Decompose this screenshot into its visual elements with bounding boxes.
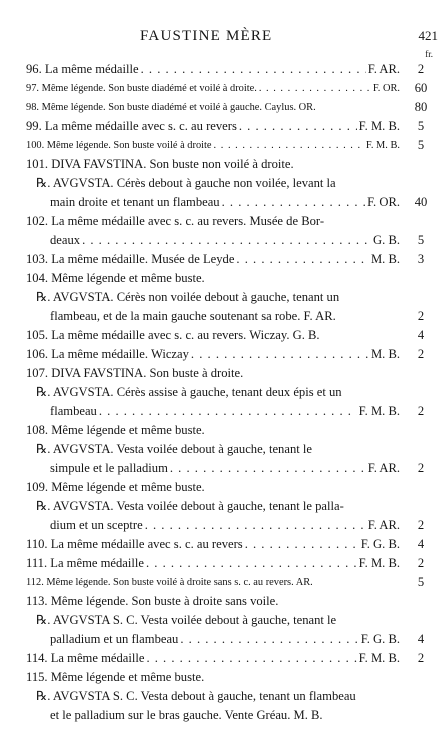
line-text bbox=[26, 136, 400, 155]
line-text bbox=[26, 364, 400, 383]
description-text: 112. Même légende. Son buste voilé à droite sans s. c. au revers. AR. bbox=[26, 577, 313, 588]
catalogue-entry bbox=[0, 60, 446, 79]
description-text: ℞. AVGVSTA. Vesta voilée debout à gauche, tenant le palla- bbox=[36, 499, 344, 513]
reverse-description bbox=[0, 497, 446, 535]
catalogue-entry bbox=[0, 649, 446, 668]
dot-leader bbox=[82, 231, 371, 250]
description-text: et le palladium sur le bras gauche. Vente Gréau. M. B. bbox=[50, 708, 323, 722]
catalogue-entry bbox=[0, 212, 446, 250]
description-text: 99. La même médaille avec s. c. au revers bbox=[26, 119, 237, 133]
reverse-description bbox=[0, 174, 446, 212]
entry-line bbox=[0, 402, 446, 421]
entry-line bbox=[0, 630, 446, 649]
entry-line bbox=[0, 231, 446, 250]
description-text: 102. La même médaille avec s. c. au revers. Musée de Bor- bbox=[26, 214, 325, 228]
description-text: 105. La même médaille avec s. c. au revers. Wiczay. G. B. bbox=[26, 328, 320, 342]
dot-leader bbox=[214, 136, 364, 155]
entry-line bbox=[0, 307, 446, 326]
metal-size-code: F. AR. bbox=[367, 62, 400, 76]
rarity-value: 2 bbox=[417, 556, 425, 570]
rarity-value: 4 bbox=[417, 328, 425, 342]
description-text: 113. Même légende. Son buste à droite sans voile. bbox=[26, 594, 279, 608]
catalogue-entry bbox=[0, 364, 446, 383]
rarity-value: 2 bbox=[417, 651, 425, 665]
line-text bbox=[26, 60, 400, 79]
line-text bbox=[26, 554, 400, 573]
rarity-value: 60 bbox=[414, 81, 428, 95]
description-text: 97. Même légende. Son buste diadémé et voilé à droite. bbox=[26, 83, 257, 94]
description-text: ℞. AVGVSTA. Vesta voilée debout à gauche, tenant le bbox=[36, 442, 312, 456]
catalogue-entry bbox=[0, 98, 446, 117]
catalogue-entry bbox=[0, 573, 446, 592]
catalogue-entry bbox=[0, 421, 446, 440]
dot-leader bbox=[236, 250, 369, 269]
line-text bbox=[50, 402, 400, 421]
dot-leader bbox=[145, 516, 366, 535]
page-number: 421 bbox=[418, 28, 438, 43]
metal-size-code: M. B. bbox=[370, 347, 400, 361]
dot-leader bbox=[222, 193, 365, 212]
rarity-value: 40 bbox=[414, 195, 428, 209]
rarity-value: 4 bbox=[417, 632, 425, 646]
metal-size-code: M. B. bbox=[370, 252, 400, 266]
description-text: 96. La même médaille bbox=[26, 62, 139, 76]
entry-line bbox=[0, 668, 446, 687]
page-header bbox=[0, 28, 446, 46]
rarity-value: 5 bbox=[417, 575, 425, 589]
running-title: FAUSTINE MÈRE bbox=[140, 28, 273, 44]
catalogue-entry bbox=[0, 554, 446, 573]
dot-leader bbox=[170, 459, 366, 478]
description-text: 103. La même médaille. Musée de Leyde bbox=[26, 252, 235, 266]
rarity-value: 2 bbox=[417, 62, 425, 76]
catalogue-entry bbox=[0, 326, 446, 345]
line-text bbox=[26, 98, 400, 117]
description-text: simpule et le palladium bbox=[50, 461, 168, 475]
line-text bbox=[26, 668, 400, 687]
catalogue-entry bbox=[0, 250, 446, 269]
description-text: 108. Même légende et même buste. bbox=[26, 423, 205, 437]
entry-line bbox=[0, 497, 446, 516]
description-text: 115. Même légende et même buste. bbox=[26, 670, 205, 684]
entry-line bbox=[0, 611, 446, 630]
description-text: 101. DIVA FAVSTINA. Son buste non voilé à droite. bbox=[26, 157, 294, 171]
description-text: deaux bbox=[50, 233, 81, 247]
line-text bbox=[26, 155, 400, 174]
description-text: ℞. AVGVSTA S. C. Vesta voilée debout à gauche, tenant le bbox=[36, 613, 337, 627]
line-text bbox=[36, 174, 400, 193]
entry-line bbox=[0, 592, 446, 611]
rarity-value: 2 bbox=[417, 347, 425, 361]
catalogue-entry bbox=[0, 668, 446, 687]
description-text: ℞. AVGVSTA. Cérès assise à gauche, tenant deux épis et un bbox=[36, 385, 342, 399]
metal-size-code: F. OR. bbox=[372, 83, 400, 94]
description-text: main droite et tenant un flambeau bbox=[50, 195, 220, 209]
dot-leader bbox=[146, 649, 356, 668]
line-text bbox=[26, 649, 400, 668]
entry-line bbox=[0, 421, 446, 440]
line-text bbox=[50, 193, 400, 212]
metal-size-code: G. B. bbox=[373, 233, 400, 247]
description-text: 109. Même légende et même buste. bbox=[26, 480, 205, 494]
metal-size-code: F. M. B. bbox=[358, 556, 400, 570]
line-text bbox=[26, 212, 400, 231]
line-text bbox=[26, 535, 400, 554]
rarity-value: 2 bbox=[417, 309, 425, 323]
metal-size-code: F. M. B. bbox=[358, 404, 400, 418]
catalogue-entry bbox=[0, 592, 446, 611]
entry-line bbox=[0, 364, 446, 383]
description-text: dium et un sceptre bbox=[50, 518, 143, 532]
entry-line bbox=[0, 117, 446, 136]
description-text: flambeau bbox=[50, 404, 97, 418]
entry-line bbox=[0, 269, 446, 288]
entry-line bbox=[0, 706, 446, 725]
rarity-value: 2 bbox=[417, 404, 425, 418]
line-text bbox=[36, 288, 400, 307]
catalogue-entry bbox=[0, 117, 446, 136]
rarity-value: 2 bbox=[417, 518, 425, 532]
line-text bbox=[50, 516, 400, 535]
metal-size-code: F. AR. bbox=[367, 518, 400, 532]
reverse-description bbox=[0, 383, 446, 421]
metal-size-code: F. OR. bbox=[367, 195, 400, 209]
entry-line bbox=[0, 535, 446, 554]
line-text bbox=[50, 307, 400, 326]
catalogue-entry bbox=[0, 535, 446, 554]
line-text bbox=[26, 421, 400, 440]
line-text bbox=[36, 383, 400, 402]
entry-line bbox=[0, 383, 446, 402]
description-text: 98. Même légende. Son buste diadémé et voilé à gauche. Caylus. OR. bbox=[26, 102, 316, 113]
rarity-value: 5 bbox=[417, 119, 425, 133]
rarity-value: 5 bbox=[417, 233, 425, 247]
description-text: ℞. AVGVSTA S. C. Vesta debout à gauche, tenant un flambeau bbox=[36, 689, 356, 703]
description-text: 106. La même médaille. Wiczay bbox=[26, 347, 189, 361]
entry-line bbox=[0, 60, 446, 79]
line-text bbox=[26, 250, 400, 269]
line-text bbox=[26, 79, 400, 98]
dot-leader bbox=[180, 630, 358, 649]
line-text bbox=[36, 687, 400, 706]
metal-size-code: F. M. B. bbox=[358, 651, 400, 665]
rarity-value: 80 bbox=[414, 100, 428, 114]
catalogue-entry bbox=[0, 136, 446, 155]
metal-size-code: F. M. B. bbox=[358, 119, 400, 133]
reverse-description bbox=[0, 440, 446, 478]
metal-size-code: F. G. B. bbox=[360, 632, 400, 646]
entry-line bbox=[0, 193, 446, 212]
entry-line bbox=[0, 554, 446, 573]
entry-line bbox=[0, 516, 446, 535]
dot-leader bbox=[146, 554, 357, 573]
line-text bbox=[26, 573, 400, 592]
description-text: 110. La même médaille avec s. c. au revers bbox=[26, 537, 243, 551]
rarity-value: 4 bbox=[417, 537, 425, 551]
catalogue-entry bbox=[0, 269, 446, 288]
entry-line bbox=[0, 687, 446, 706]
entry-line bbox=[0, 459, 446, 478]
description-text: flambeau, et de la main gauche soutenant sa robe. F. AR. bbox=[50, 309, 336, 323]
line-text bbox=[50, 630, 400, 649]
line-text bbox=[50, 231, 400, 250]
reverse-description bbox=[0, 687, 446, 725]
entry-line bbox=[0, 136, 446, 155]
entry-line bbox=[0, 155, 446, 174]
line-text bbox=[26, 478, 400, 497]
dot-leader bbox=[99, 402, 357, 421]
entry-line bbox=[0, 345, 446, 364]
rarity-value: 5 bbox=[417, 138, 425, 152]
description-text: 107. DIVA FAVSTINA. Son buste à droite. bbox=[26, 366, 244, 380]
line-text bbox=[26, 269, 400, 288]
entry-line bbox=[0, 98, 446, 117]
line-text bbox=[50, 706, 400, 725]
entry-line bbox=[0, 478, 446, 497]
dot-leader bbox=[141, 60, 366, 79]
reverse-description bbox=[0, 288, 446, 326]
description-text: palladium et un flambeau bbox=[50, 632, 179, 646]
line-text bbox=[26, 326, 400, 345]
catalogue-entry bbox=[0, 345, 446, 364]
rarity-value: 3 bbox=[417, 252, 425, 266]
line-text bbox=[26, 592, 400, 611]
dot-leader bbox=[191, 345, 369, 364]
metal-size-code: F. G. B. bbox=[360, 537, 400, 551]
line-text bbox=[36, 440, 400, 459]
description-text: ℞. AVGVSTA. Cérès debout à gauche non voilée, levant la bbox=[36, 176, 336, 190]
catalogue-entry bbox=[0, 79, 446, 98]
catalogue-entry bbox=[0, 478, 446, 497]
entry-line bbox=[0, 250, 446, 269]
description-text: ℞. AVGVSTA. Cérès non voilée debout à gauche, tenant un bbox=[36, 290, 340, 304]
reverse-description bbox=[0, 611, 446, 649]
line-text bbox=[50, 459, 400, 478]
entry-line bbox=[0, 573, 446, 592]
line-text bbox=[36, 611, 400, 630]
description-text: 104. Même légende et même buste. bbox=[26, 271, 205, 285]
description-text: 114. La même médaille bbox=[26, 651, 145, 665]
dot-leader bbox=[239, 117, 357, 136]
description-text: 100. Même légende. Son buste voilé à droite bbox=[26, 140, 212, 151]
line-text bbox=[26, 117, 400, 136]
entry-line bbox=[0, 649, 446, 668]
entry-line bbox=[0, 174, 446, 193]
description-text: 111. La même médaille bbox=[26, 556, 144, 570]
entry-line bbox=[0, 79, 446, 98]
entry-line bbox=[0, 440, 446, 459]
rarity-value: 2 bbox=[417, 461, 425, 475]
currency-note: fr. bbox=[425, 49, 433, 59]
entry-line bbox=[0, 212, 446, 231]
entry-line bbox=[0, 288, 446, 307]
dot-leader bbox=[245, 535, 359, 554]
line-text bbox=[36, 497, 400, 516]
catalogue-listing bbox=[0, 60, 446, 725]
metal-size-code: F. M. B. bbox=[365, 140, 400, 151]
entry-line bbox=[0, 326, 446, 345]
line-text bbox=[26, 345, 400, 364]
dot-leader bbox=[259, 79, 371, 98]
metal-size-code: F. AR. bbox=[367, 461, 400, 475]
catalogue-entry bbox=[0, 155, 446, 174]
